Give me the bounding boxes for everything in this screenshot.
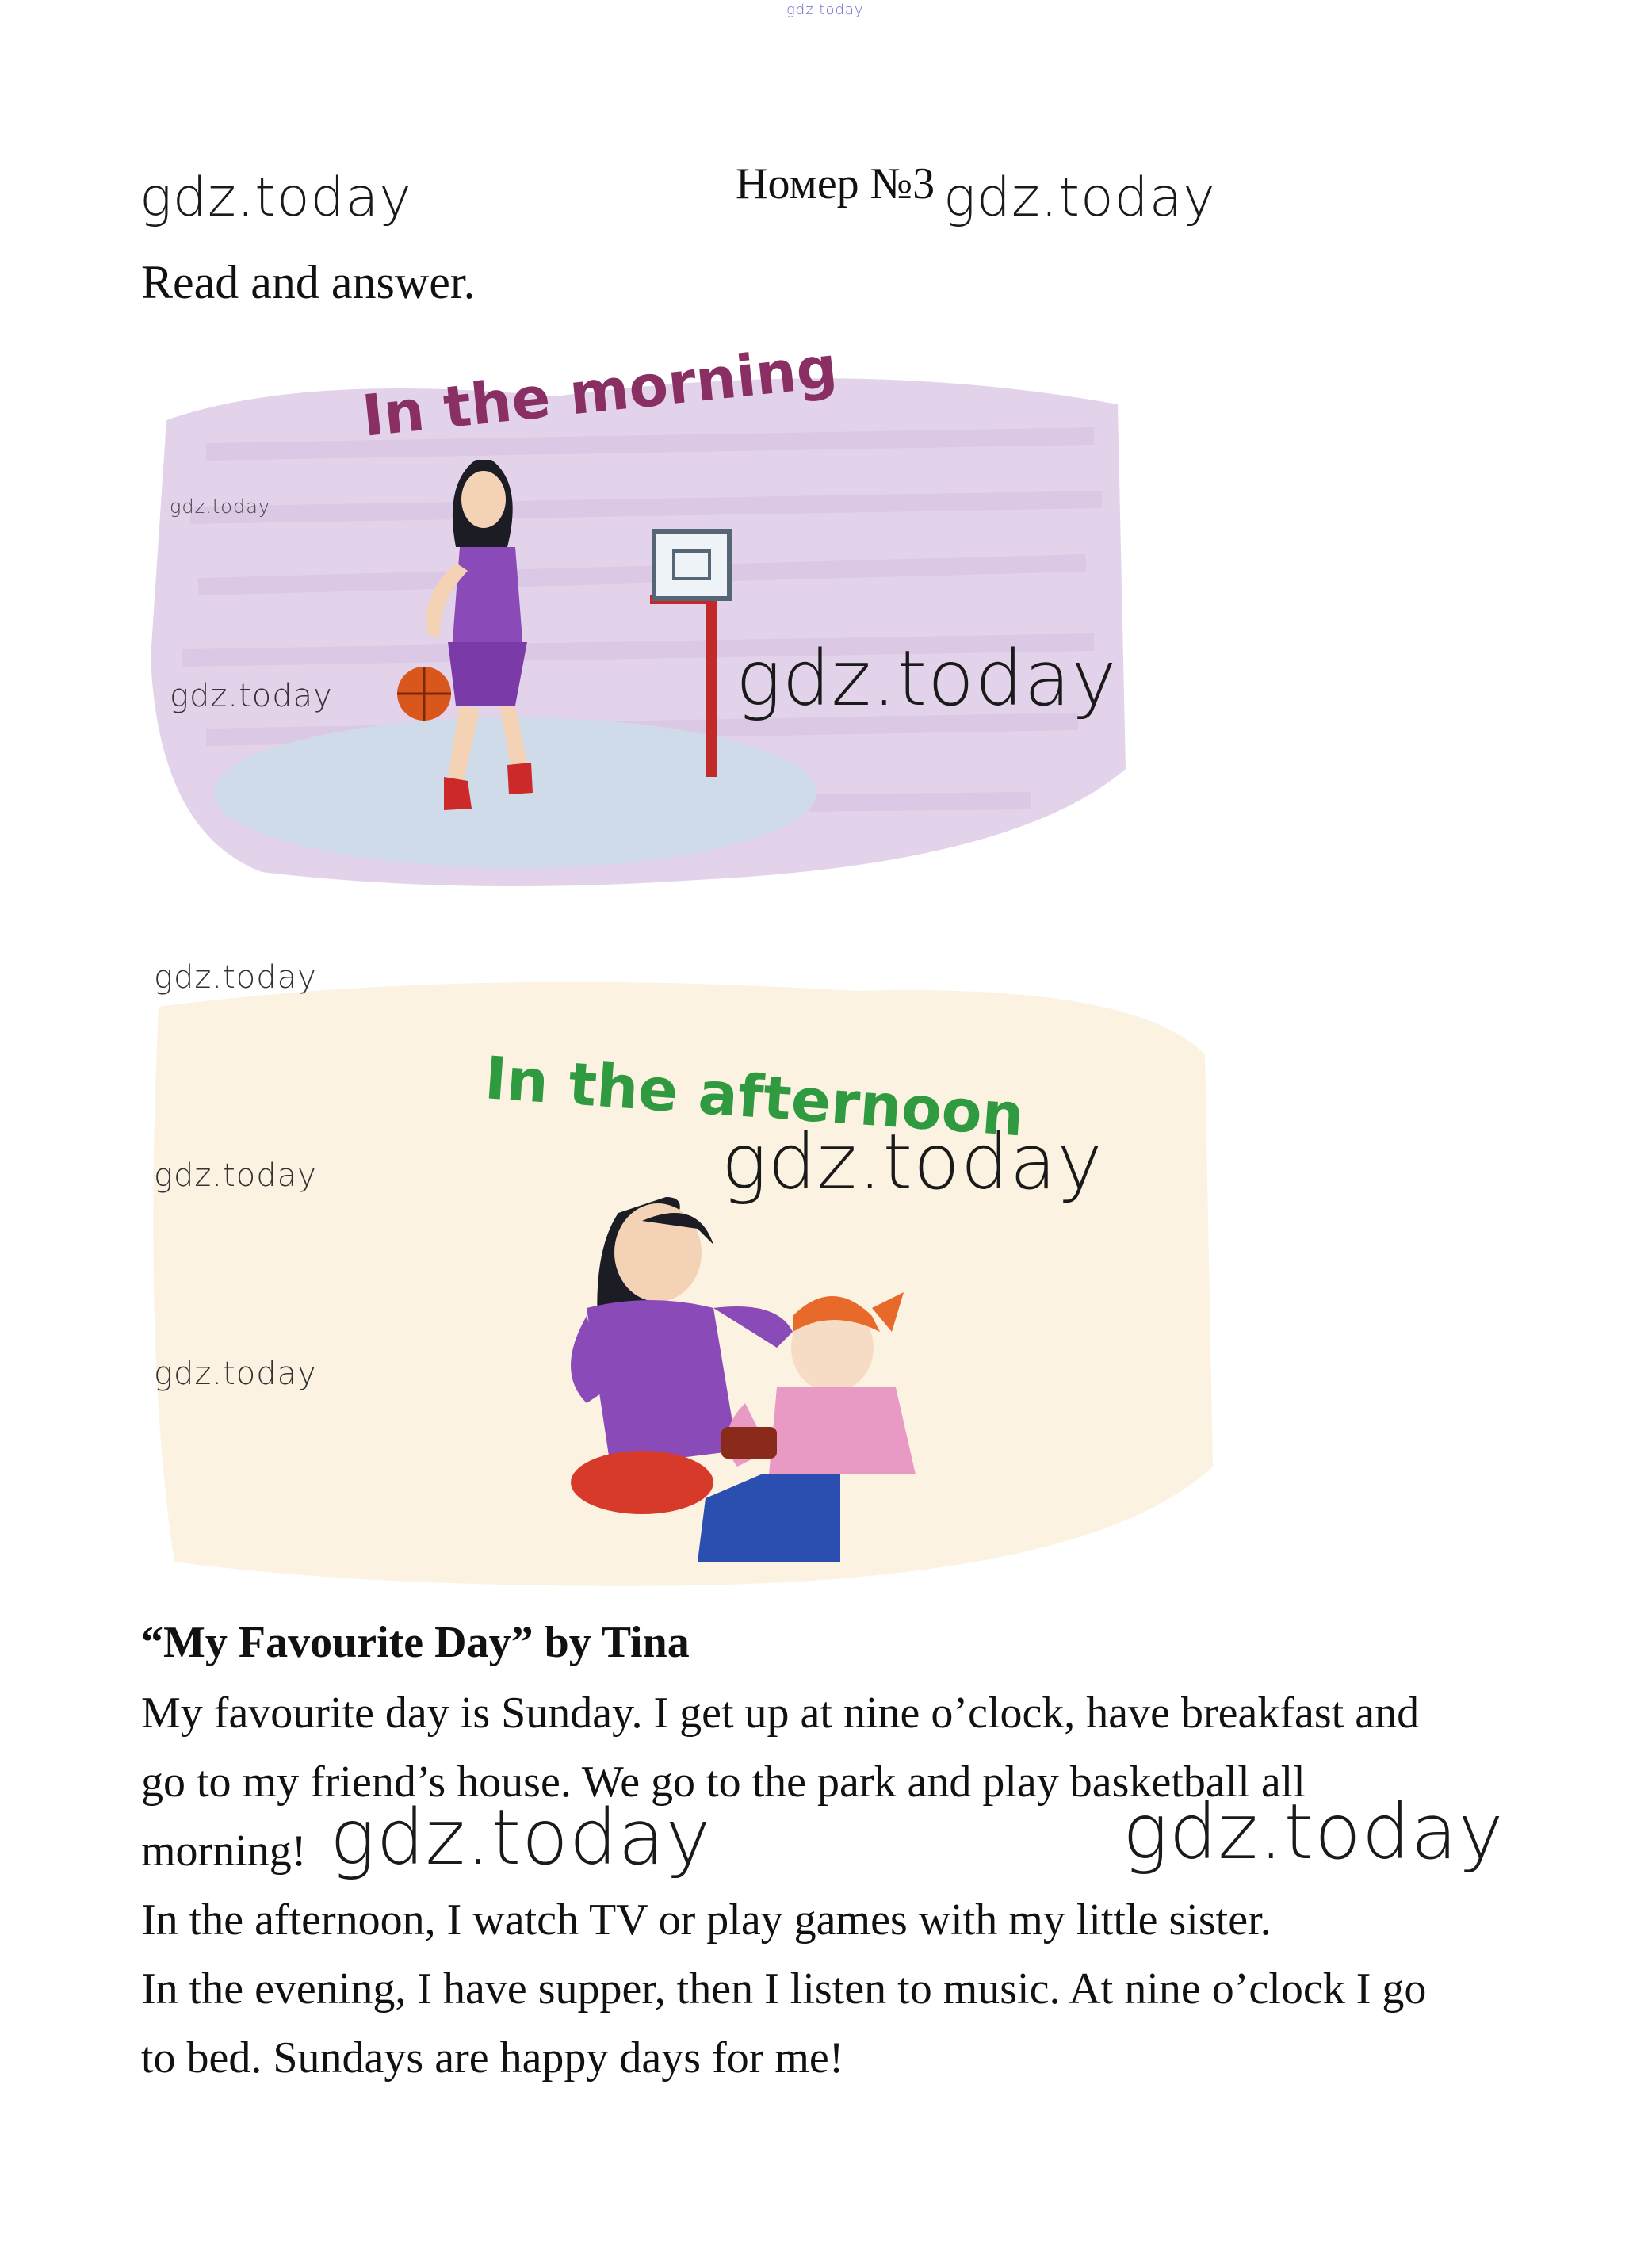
morning-caption: In the morning [358, 333, 840, 449]
watermark-text: gdz.today [736, 634, 1118, 723]
story-line: In the afternoon, I watch TV or play games with my little sister. [141, 1895, 1272, 1945]
watermark-text: gdz.today [154, 959, 317, 996]
exercise-number: Номер №3 [736, 159, 935, 208]
watermark-text: gdz.today [330, 1793, 712, 1882]
story-line: go to my friend’s house. We go to the park and play basketball all [141, 1758, 1306, 1807]
afternoon-illustration [143, 959, 1221, 1593]
watermark-text: gdz.today [154, 1157, 317, 1194]
story-line: morning! [141, 1826, 307, 1876]
watermark-text: gdz.today [170, 678, 333, 714]
watermark-text: gdz.today [154, 1356, 317, 1392]
watermark-text: gdz.today [721, 1118, 1103, 1207]
watermark-text: gdz.today [1122, 1788, 1505, 1876]
afternoon-caption: In the afternoon [482, 1044, 1027, 1150]
story-title: “My Favourite Day” by Tina [141, 1618, 690, 1667]
story-body [141, 1679, 1536, 2093]
watermark-text: gdz.today [170, 495, 271, 518]
top-watermark: gdz.today [786, 2, 864, 18]
watermark-text: gdz.today [140, 166, 412, 229]
story-line: to bed. Sundays are happy days for me! [141, 2033, 844, 2083]
watermark-text: gdz.today [943, 166, 1216, 229]
story-line: My favourite day is Sunday. I get up at nine o’clock, have breakfast and [141, 1689, 1420, 1738]
instruction-text: Read and answer. [141, 256, 476, 308]
story-line: In the evening, I have supper, then I listen to music. At nine o’clock I go [141, 1964, 1427, 2014]
